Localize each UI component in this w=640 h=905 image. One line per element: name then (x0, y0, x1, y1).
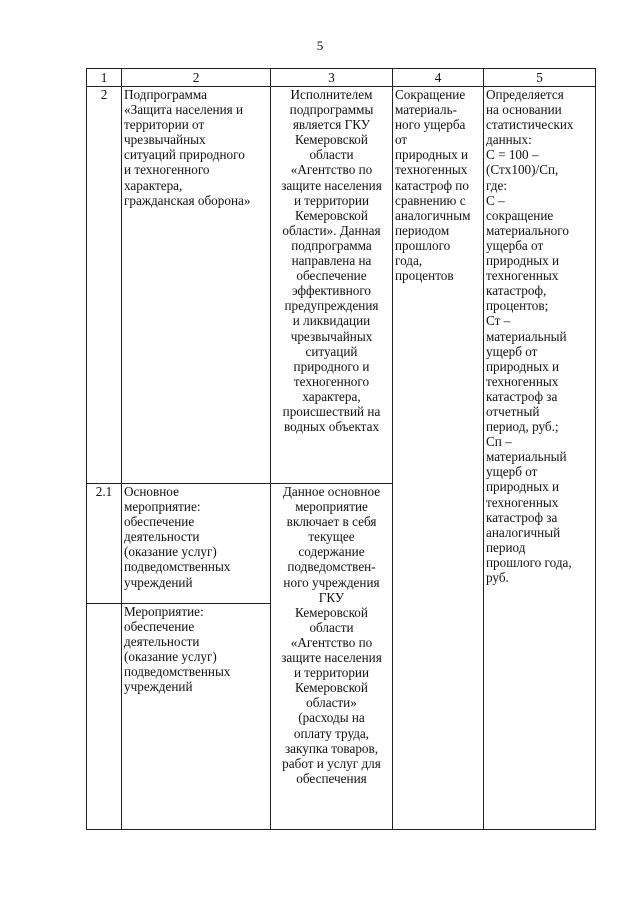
description-cell (271, 484, 393, 830)
table-row-subprogram (87, 87, 596, 484)
row-number-empty (87, 604, 122, 830)
name-cell (122, 604, 271, 830)
main-activity-name: Основное мероприятие: обеспечение деятельности (оказание услуг) подведомственных учреждений (124, 484, 231, 590)
method-text: Определяется на основании статистических данных: С = 100 – (Стх100)/Сп, где: С – сокращение материального ущерба от природных и техногенных катастроф, процентов; Ст – материальный ущерб от природных и техногенных катастроф за отчетный период, руб.; Сп – материальный ущерб от природных и техногенных катастроф за аналогичный период прошлого года, руб. (486, 87, 574, 585)
subprogram-name: Подпрограмма «Защита населения и территории от чрезвычайных ситуаций природного и техногенного характера, гражданская оборона» (124, 87, 251, 208)
method-cell (484, 87, 596, 830)
row-number-text: 2.1 (95, 484, 113, 499)
row-number-text: 2 (100, 87, 108, 102)
program-table (86, 68, 596, 830)
description-cell (271, 87, 393, 484)
name-cell (122, 87, 271, 484)
measure-name: Мероприятие: обеспечение деятельности (оказание услуг) подведомственных учреждений (124, 604, 231, 695)
main-activity-description: Данное основное мероприятие включает в себя текущее содержание подведомствен- ного учреждения ГКУ Кемеровской области «Агентство по защите населения и территории Кемеровской области» (расходы на оплату труда, закупка товаров, работ и услуг для обеспечения (281, 484, 382, 786)
column-header-5: 5 (484, 69, 596, 87)
row-number (87, 87, 122, 484)
name-cell (122, 484, 271, 604)
row-number (87, 484, 122, 604)
page-number: 5 (316, 38, 324, 53)
indicator-text: Сокращение материаль- ного ущерба от природных и техногенных катастроф по сравнению с аналогичным периодом прошлого года, процентов (395, 87, 471, 284)
subprogram-description: Исполнителем подпрограммы является ГКУ Кемеровской области «Агентство по защите населения и территории Кемеровской области». Данная подпрограмма направлена на обеспечение эффективного предупреждения и ликвидации чрезвычайных ситуаций природного и техногенного характера, происшествий на водных объектах (281, 87, 382, 435)
column-header-2: 2 (122, 69, 271, 87)
column-header-3: 3 (271, 69, 393, 87)
column-header-1: 1 (87, 69, 122, 87)
indicator-cell (393, 87, 484, 830)
table-header-row (87, 69, 596, 87)
column-header-4: 4 (393, 69, 484, 87)
